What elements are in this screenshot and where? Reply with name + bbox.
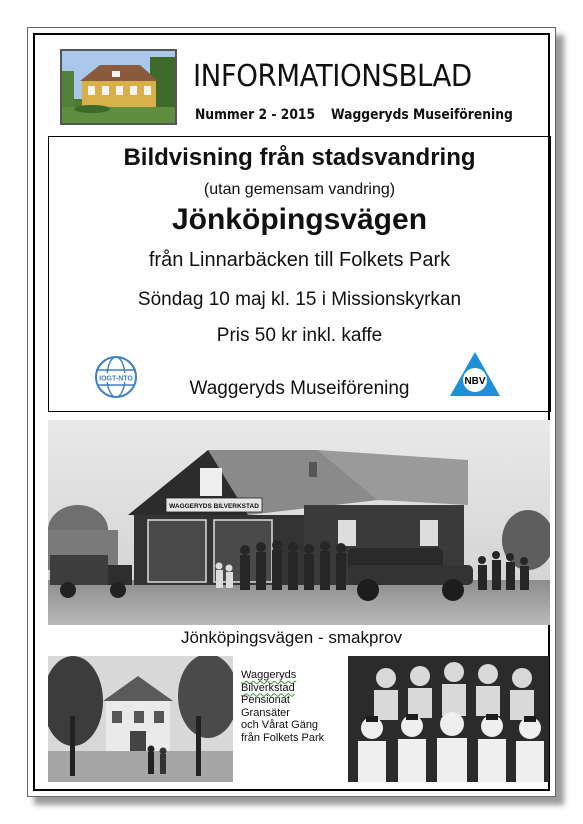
masthead-house-photo — [60, 49, 177, 125]
newsletter-page — [27, 27, 556, 797]
event-street-name: Jönköpingsvägen — [171, 203, 428, 236]
garage-photo-caption: Jönköpingsvägen - smakprov — [180, 628, 403, 647]
nbv-logo — [448, 350, 502, 398]
event-price: Pris 50 kr inkl. kaffe — [216, 325, 383, 346]
side-caption-line-1: Waggeryds — [241, 669, 297, 681]
event-heading: Bildvisning från stadsvandring — [123, 144, 476, 171]
side-caption-line-3: Pensionat — [241, 694, 290, 706]
group-photo-image — [348, 656, 549, 782]
event-subheading: (utan gemensam vandring) — [203, 181, 396, 198]
side-caption-line-2: Bilverkstad — [241, 681, 295, 694]
nbv-logo-text: NBV — [464, 376, 486, 387]
event-date-time: Söndag 10 maj kl. 15 i Missionskyrkan — [137, 289, 462, 310]
iogt-nto-logo — [94, 355, 138, 399]
group-photo — [348, 656, 549, 782]
iogt-logo-text: IOGT-NTO — [99, 375, 133, 383]
photos-side-caption — [241, 669, 351, 744]
garage-sign-text: WAGGERYDS BILVERKSTAD — [169, 503, 259, 510]
side-caption-line-6: från Folkets Park — [241, 731, 325, 744]
side-caption-line-4: Gransäter — [241, 706, 290, 719]
page-border — [33, 33, 550, 791]
side-caption-line-5: och Vårat Gäng — [241, 719, 319, 731]
pension-photo-image — [48, 656, 233, 782]
event-route: från Linnarbäcken till Folkets Park — [148, 249, 451, 271]
garage-photo — [48, 420, 550, 625]
house-photo-image — [62, 51, 175, 123]
garage-photo-image — [48, 420, 550, 625]
event-announcement — [48, 136, 551, 412]
masthead-title: INFORMATIONSBLAD — [193, 59, 472, 94]
event-organizer: Waggeryds Museiförening — [189, 378, 410, 399]
pension-photo — [48, 656, 233, 782]
masthead-society: Waggeryds Museiförening — [331, 107, 513, 123]
issue-number: Nummer 2 - 2015 — [195, 107, 316, 123]
